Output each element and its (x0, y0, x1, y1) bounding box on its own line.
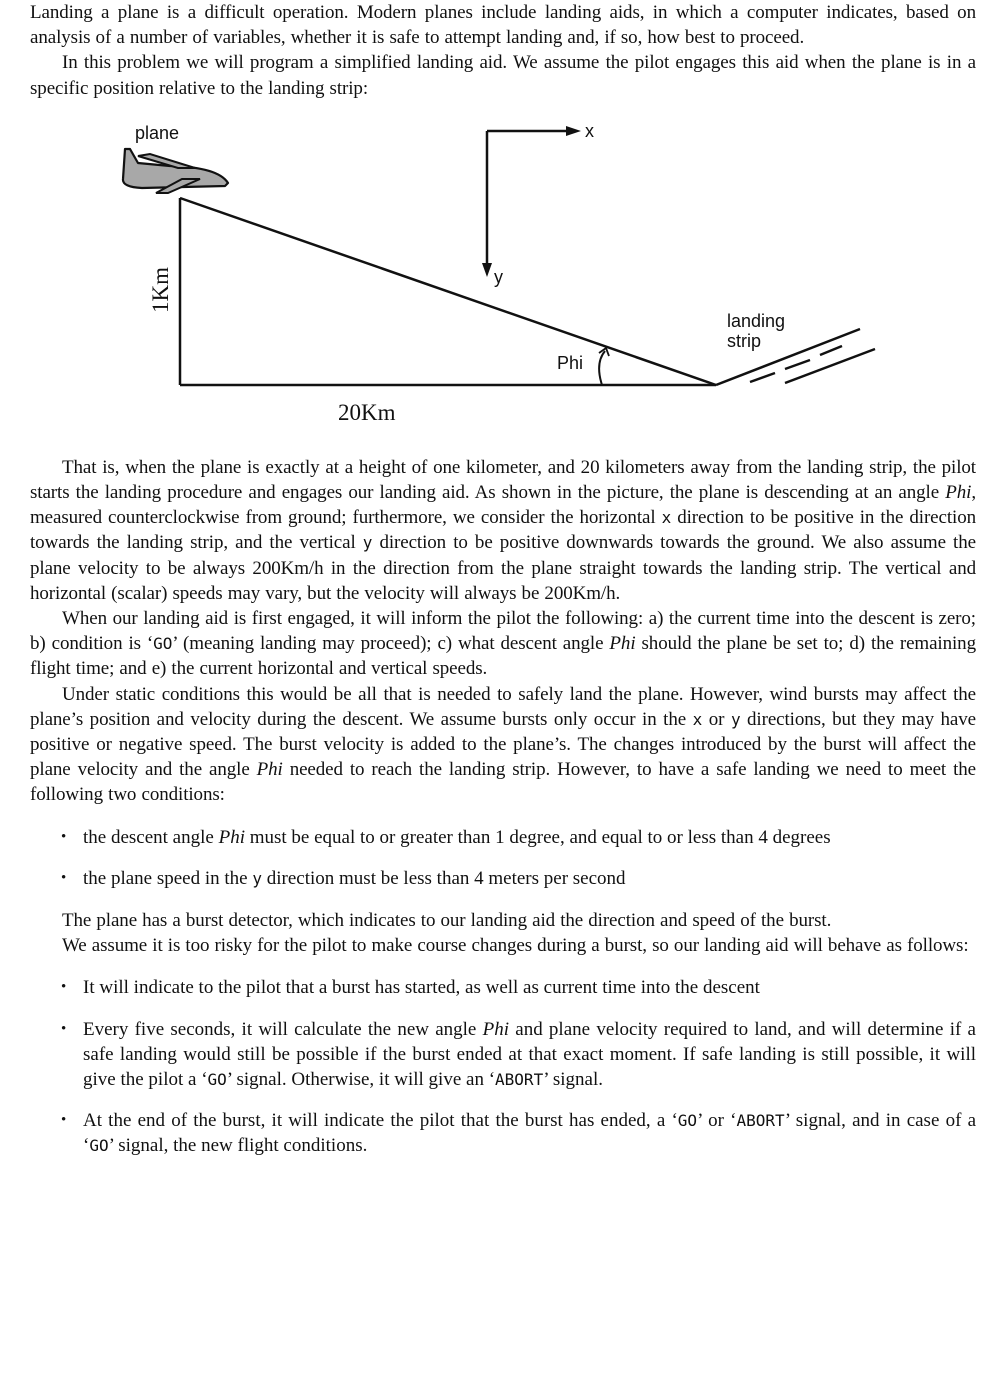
strip-dash (750, 373, 775, 382)
angle-label: Phi (557, 352, 584, 373)
text-segment: ’ signal, and in case of a ‘ (83, 1110, 977, 1157)
text-segment: directions, but they may have positive or negative speed. The burst velocity is added to the plane’s. The changes introduced by the burst will affect the plane velocity and the angle (30, 708, 976, 781)
landing-diagram (30, 101, 976, 451)
height-label: 1Km (148, 266, 173, 313)
text-segment: direction must be less than 4 meters per second (262, 867, 626, 889)
text-segment: must be equal to or greater than 1 degree, and equal to or less than 4 degrees (244, 826, 831, 848)
text-segment: Under static conditions this would be all that is needed to safely land the plane. However, wind bursts may affect the plane’s position and velocity during the descent. We assume bursts only occur in the (30, 683, 976, 730)
text-segment: ’ signal. Otherwise, it will give an ‘ (226, 1069, 496, 1091)
text-segment: ’ signal. (543, 1069, 604, 1091)
paragraph-burst-detector: The plane has a burst detector, which indicates to our landing aid the direction and speed of the burst. (62, 910, 832, 932)
behavior-burst-start: • It will indicate to the pilot that a burst has started, as well as current time into the descent (30, 975, 976, 1000)
descent-path (180, 198, 716, 385)
text-segment: direction to be positive downwards towards the ground. We also assume the plane velocity to be always 200Km/h in the direction from the plane straight towards the landing strip. The vertical and horizontal (scalar) speeds may vary, but the velocity will always be 200Km/h. (30, 532, 976, 604)
document-page (30, 0, 976, 1159)
text-segment: direction to be positive in the direction towards the landing strip, and the vertical (30, 507, 976, 554)
behaviors-list (30, 975, 976, 1158)
behavior-burst-end (30, 1108, 976, 1158)
abort-code-term: ABORT (736, 1111, 785, 1131)
text-segment: and plane velocity required to land, and will determine if a safe landing would still be possible if the burst ended at that exact moment. If safe landing is still possible, it will give the pilot a ‘ (83, 1018, 976, 1091)
behavior-every-five-seconds (30, 1017, 976, 1093)
landing-diagram-svg (30, 101, 976, 451)
plane-icon (123, 149, 228, 193)
go-code-term: GO (89, 1136, 109, 1156)
condition-angle (30, 825, 976, 850)
strip-label-line2: strip (727, 330, 762, 351)
x-axis-arrow-icon (566, 126, 581, 136)
paragraph-behavior-intro: We assume it is too risky for the pilot to make course changes during a burst, so our landing aid will behave as follows: (62, 935, 969, 957)
text-segment: the plane speed in the (83, 867, 253, 889)
paragraph-intro: Landing a plane is a difficult operation. Modern planes include landing aids, in which a computer indicates, based on analysis of a number of variables, whether it is safe to attempt landing and, if so, how best to proceed. (30, 2, 976, 49)
conditions-list (30, 825, 976, 891)
condition-vertical-speed (30, 866, 976, 891)
paragraph-problem: In this problem we will program a simplified landing aid. We assume the pilot engages this aid when the plane is in a specific position relative to the landing strip: (30, 52, 976, 99)
text-segment: Every five seconds, it will calculate the new angle (83, 1018, 483, 1040)
abort-code-term: ABORT (495, 1070, 544, 1090)
strip-label-line1: landing (727, 310, 786, 331)
go-code-term: GO (677, 1111, 698, 1131)
go-code-term: GO (153, 634, 173, 654)
y-axis-arrow-icon (482, 263, 492, 277)
text-segment: should the plane be set to; d) the remaining flight time; and e) the current horizontal and vertical speeds. (30, 633, 976, 680)
plane-label: plane (135, 122, 180, 143)
paragraph-initial-info (30, 606, 976, 682)
text-segment: needed to reach the landing strip. However, to have a safe landing we need to meet the following two conditions: (30, 759, 976, 806)
x-axis-label: x (585, 120, 594, 141)
text-segment: or (702, 708, 731, 730)
phi-term: Phi (482, 1018, 510, 1040)
paragraph-setup (30, 455, 976, 606)
phi-term: Phi (218, 826, 245, 848)
text-segment: When our landing aid is first engaged, it will inform the pilot the following: a) the current time into the descent is zero; b) condition is ‘ (30, 608, 976, 655)
text-segment: ’ (meaning landing may proceed); c) what descent angle (172, 633, 610, 655)
distance-label: 20Km (338, 399, 396, 425)
text-segment: That is, when the plane is exactly at a height of one kilometer, and 20 kilometers away from the landing strip, the pilot starts the landing procedure and engages our landing aid. As shown in the picture, the plane is descending at an angle (30, 456, 976, 504)
go-code-term: GO (207, 1070, 227, 1090)
y-code-term: y (252, 868, 262, 888)
angle-arc (599, 351, 605, 385)
y-axis-label: y (494, 266, 503, 287)
text-segment: At the end of the burst, it will indicate the pilot that the burst has ended, a ‘ (83, 1110, 678, 1132)
y-code-term: y (730, 709, 741, 729)
paragraph-wind-bursts (30, 682, 976, 808)
text-segment: ’ or ‘ (697, 1110, 737, 1132)
y-code-term: y (362, 533, 373, 553)
text-segment: the descent angle (83, 826, 219, 848)
phi-term: Phi (609, 633, 636, 655)
strip-dash (820, 346, 842, 355)
text-segment: ’ signal, the new flight conditions. (108, 1135, 368, 1157)
strip-dash (785, 360, 810, 369)
phi-term: Phi (256, 759, 283, 781)
x-code-term: x (692, 709, 703, 729)
text-segment: , measured counterclockwise from ground; furthermore, we consider the horizontal (30, 482, 976, 529)
x-code-term: x (661, 508, 672, 528)
phi-term: Phi (945, 482, 972, 504)
